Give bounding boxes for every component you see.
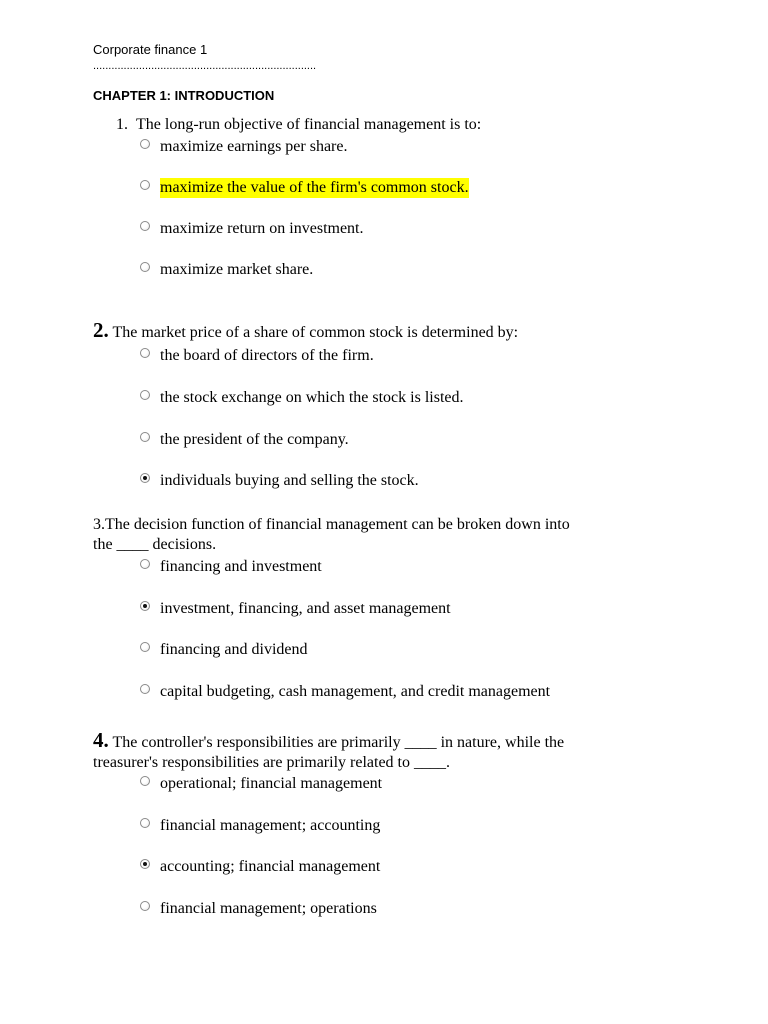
q2-option-3[interactable] <box>140 430 349 450</box>
header-dotted-line: ......................................................................... <box>93 60 317 72</box>
option-label: the president of the company. <box>160 431 349 448</box>
option-label: the board of directors of the firm. <box>160 347 374 364</box>
question-1-text: The long-run objective of financial management is to: <box>136 116 482 133</box>
question-4-text-line2: treasurer's responsibilities are primarily related to ____. <box>93 754 450 771</box>
question-2-text: The market price of a share of common stock is determined by: <box>112 324 519 341</box>
radio-button-icon[interactable] <box>140 642 150 652</box>
option-label: investment, financing, and asset management <box>160 600 451 617</box>
radio-button-checked-icon[interactable] <box>140 601 150 611</box>
option-label: maximize earnings per share. <box>160 138 348 155</box>
q1-option-4[interactable] <box>140 260 313 280</box>
option-label: operational; financial management <box>160 775 383 792</box>
radio-button-checked-icon[interactable] <box>140 473 150 483</box>
option-label: maximize market share. <box>160 261 314 278</box>
option-label: financial management; accounting <box>160 817 381 834</box>
option-label-highlighted: maximize the value of the firm's common stock. <box>160 179 469 196</box>
q2-option-4[interactable] <box>140 471 419 491</box>
chapter-title: CHAPTER 1: INTRODUCTION <box>93 88 275 103</box>
option-label: the stock exchange on which the stock is listed. <box>160 389 464 406</box>
radio-button-icon[interactable] <box>140 432 150 442</box>
question-3 <box>93 515 653 555</box>
q3-option-2[interactable] <box>140 599 451 619</box>
question-3-text-line2: the ____ decisions. <box>93 536 217 553</box>
radio-button-icon[interactable] <box>140 139 150 149</box>
radio-button-icon[interactable] <box>140 818 150 828</box>
option-label: maximize return on investment. <box>160 220 364 237</box>
radio-button-icon[interactable] <box>140 390 150 400</box>
question-4 <box>93 730 653 773</box>
question-3-number: 3. <box>93 516 105 533</box>
option-label: financial management; operations <box>160 900 377 917</box>
option-label: financing and investment <box>160 558 322 575</box>
radio-button-icon[interactable] <box>140 348 150 358</box>
q4-option-4[interactable] <box>140 899 377 919</box>
question-1 <box>116 115 676 135</box>
radio-button-icon[interactable] <box>140 901 150 911</box>
radio-button-checked-icon[interactable] <box>140 859 150 869</box>
radio-button-icon[interactable] <box>140 180 150 190</box>
question-4-text-line1: The controller's responsibilities are primarily ____ in nature, while the <box>112 734 565 751</box>
question-2 <box>93 320 653 343</box>
q1-option-2[interactable] <box>140 178 469 198</box>
question-1-number: 1. <box>116 116 128 133</box>
document-header: Corporate finance 1 <box>93 42 208 57</box>
option-label: accounting; financial management <box>160 858 381 875</box>
radio-button-icon[interactable] <box>140 221 150 231</box>
q4-option-1[interactable] <box>140 774 382 794</box>
question-4-number: 4. <box>93 728 109 752</box>
option-label: individuals buying and selling the stock. <box>160 472 419 489</box>
q3-option-1[interactable] <box>140 557 322 577</box>
q1-option-3[interactable] <box>140 219 364 239</box>
radio-button-icon[interactable] <box>140 262 150 272</box>
radio-button-icon[interactable] <box>140 684 150 694</box>
question-2-number: 2. <box>93 318 109 342</box>
radio-button-icon[interactable] <box>140 776 150 786</box>
q2-option-1[interactable] <box>140 346 374 366</box>
question-3-text-line1: The decision function of financial management can be broken down into <box>105 516 570 533</box>
option-label: financing and dividend <box>160 641 308 658</box>
q4-option-3[interactable] <box>140 857 380 877</box>
q1-option-1[interactable] <box>140 137 347 157</box>
q4-option-2[interactable] <box>140 816 380 836</box>
q3-option-3[interactable] <box>140 640 308 660</box>
option-label: capital budgeting, cash management, and credit management <box>160 683 551 700</box>
radio-button-icon[interactable] <box>140 559 150 569</box>
q2-option-2[interactable] <box>140 388 463 408</box>
q3-option-4[interactable] <box>140 682 550 702</box>
